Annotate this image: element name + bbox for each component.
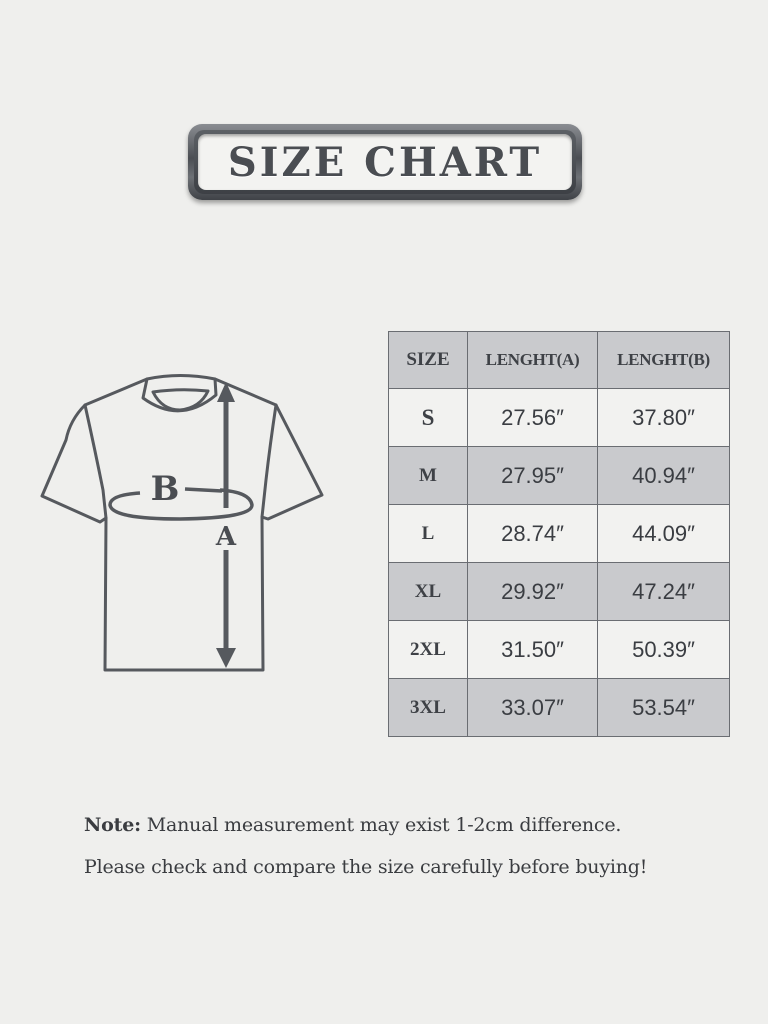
length-a-cell: 27.95″ bbox=[468, 447, 598, 505]
size-cell: 2XL bbox=[389, 621, 468, 679]
page-title: SIZE CHART bbox=[227, 138, 543, 186]
size-cell: S bbox=[389, 389, 468, 447]
table-row bbox=[389, 563, 730, 621]
header-size: SIZE bbox=[389, 332, 468, 389]
length-a-cell: 28.74″ bbox=[468, 505, 598, 563]
size-cell: L bbox=[389, 505, 468, 563]
header-length-a: LENGHT(A) bbox=[468, 332, 598, 389]
length-b-cell: 50.39″ bbox=[598, 621, 730, 679]
tshirt-outline-icon bbox=[42, 376, 322, 671]
header-length-b: LENGHT(B) bbox=[598, 332, 730, 389]
table-header-row bbox=[389, 332, 730, 389]
chest-ellipse-top bbox=[185, 489, 222, 491]
size-cell: 3XL bbox=[389, 679, 468, 737]
label-a: A bbox=[215, 522, 237, 552]
length-b-cell: 44.09″ bbox=[598, 505, 730, 563]
note-label: Note: bbox=[84, 814, 141, 836]
table-row bbox=[389, 679, 730, 737]
length-b-cell: 53.54″ bbox=[598, 679, 730, 737]
length-a-cell: 33.07″ bbox=[468, 679, 598, 737]
table-row bbox=[389, 621, 730, 679]
length-b-cell: 47.24″ bbox=[598, 563, 730, 621]
size-cell: XL bbox=[389, 563, 468, 621]
length-b-cell: 37.80″ bbox=[598, 389, 730, 447]
length-a-cell: 29.92″ bbox=[468, 563, 598, 621]
size-cell: M bbox=[389, 447, 468, 505]
table-row bbox=[389, 505, 730, 563]
label-b: B bbox=[150, 469, 180, 509]
note-text: Manual measurement may exist 1-2cm difference. bbox=[140, 814, 622, 836]
title-plate bbox=[188, 124, 582, 200]
note-line-2: Please check and compare the size carefully before buying! bbox=[84, 856, 648, 878]
title-face bbox=[198, 134, 572, 190]
title-frame bbox=[194, 130, 576, 194]
size-table bbox=[388, 331, 730, 737]
length-b-cell: 40.94″ bbox=[598, 447, 730, 505]
note-line-1 bbox=[84, 814, 621, 836]
length-a-cell: 31.50″ bbox=[468, 621, 598, 679]
table-row bbox=[389, 389, 730, 447]
tshirt-diagram bbox=[30, 360, 340, 680]
chest-ellipse bbox=[110, 490, 252, 519]
table-row bbox=[389, 447, 730, 505]
length-a-cell: 27.56″ bbox=[468, 389, 598, 447]
